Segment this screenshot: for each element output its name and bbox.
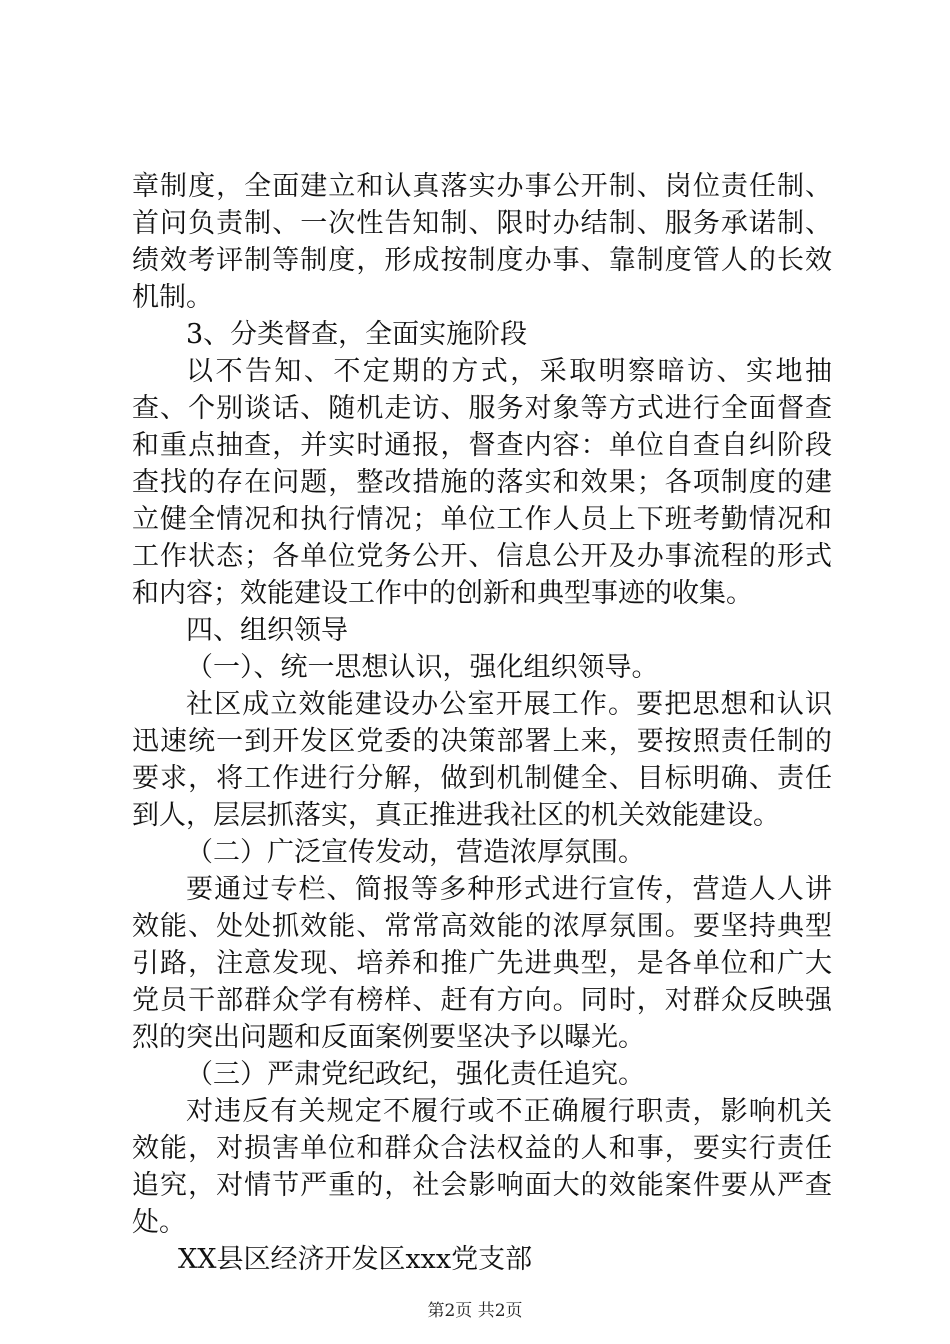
- paragraph-publicity: 要通过专栏、简报等多种形式进行宣传，营造人人讲效能、处处抓效能、常常高效能的浓厚氛围。要坚持典型引路，注意发现、培养和推广先进典型，是各单位和广大党员干部群众学有榜样、赶有方向。同时，对群众反映强烈的突出问题和反面案例要坚决予以曝光。: [132, 874, 832, 1053]
- document-body: [132, 168, 832, 1278]
- subheading-3: （三）严肃党纪政纪，强化责任追究。: [186, 1059, 645, 1090]
- subheading-1: （一）、统一思想认识，强化组织领导。: [186, 652, 659, 683]
- paragraph-rules-continuation: 章制度，全面建立和认真落实办事公开制、岗位责任制、首问负责制、一次性告知制、限时办结制、服务承诺制、绩效考评制等制度，形成按制度办事、靠制度管人的长效机制。: [132, 171, 832, 313]
- page-footer: 第2页 共2页: [427, 1301, 523, 1321]
- paragraph-office: 社区成立效能建设办公室开展工作。要把思想和认识迅速统一到开发区党委的决策部署上来，要按照责任制的要求，将工作进行分解，做到机制健全、目标明确、责任到人，层层抓落实，真正推进我社区的机关效能建设。: [132, 689, 832, 831]
- subheading-2: （二）广泛宣传发动，营造浓厚氛围。: [186, 837, 645, 868]
- signature-line: XX县区经济开发区xxx党支部: [178, 1244, 533, 1275]
- heading-stage-3: 3、分类督查，全面实施阶段: [186, 319, 528, 350]
- paragraph-inspection: 以不告知、不定期的方式，采取明察暗访、实地抽查、个别谈话、随机走访、服务对象等方式进行全面督查和重点抽查，并实时通报，督查内容：单位自查自纠阶段查找的存在问题，整改措施的落实和效果；各项制度的建立健全情况和执行情况；单位工作人员上下班考勤情况和工作状态；各单位党务公开、信息公开及办事流程的形式和内容；效能建设工作中的创新和典型事迹的收集。: [132, 356, 832, 609]
- paragraph-accountability: 对违反有关规定不履行或不正确履行职责，影响机关效能，对损害单位和群众合法权益的人和事，要实行责任追究，对情节严重的，社会影响面大的效能案件要从严查处。: [132, 1096, 832, 1238]
- heading-section-4: 四、组织领导: [186, 615, 348, 646]
